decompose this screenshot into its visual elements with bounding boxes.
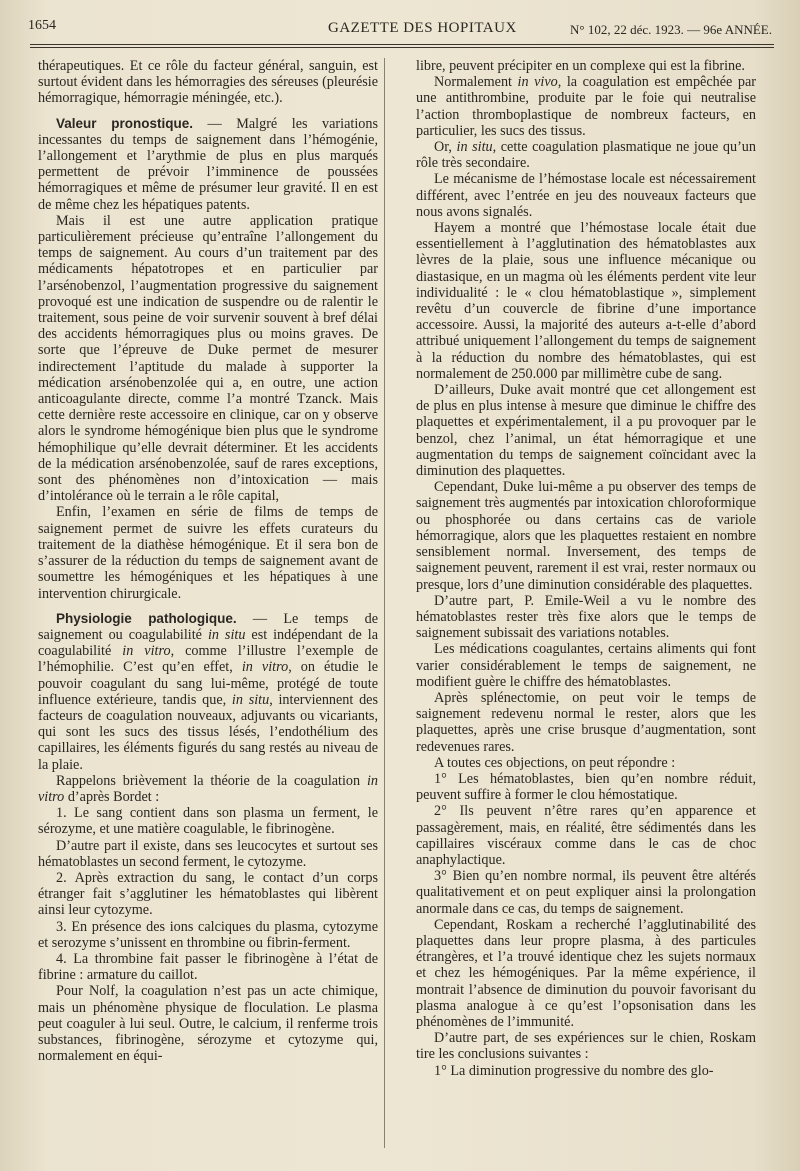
section-heading: Physiologie pathologique. bbox=[56, 610, 237, 626]
paragraph: 3. En présence des ions calciques du plasma, cytozyme et serozyme s’unissent en thrombine ou fibrin-ferment. bbox=[38, 918, 378, 951]
paragraph: 2. Après extraction du sang, le contact d’un corps étranger fait s’agglutiner les hématoblastes qui libèrent ainsi leur cytozyme. bbox=[38, 869, 378, 919]
italic-term: in situ bbox=[207, 626, 246, 643]
italic-term: in situ bbox=[456, 139, 493, 156]
paragraph-text: , comme l’illustre l’exemple de l’hémophilie. C’est qu’en effet, bbox=[38, 643, 378, 676]
paragraph: Hayem a montré que l’hémostase locale était due essentiellement à l’agglutination des hématoblastes aux lèvres de la plaie, sous une influence mécanique ou diastasique, en un magma où les éléments perdent vite leur individualité : le « clou hématoblastique », simplement revêtu d’un couvercle de fibrine d’une importance accessoire. Aussi, la majorité des auteurs a-t-elle d’abord attribué uniquement l’allongement du temps de saignement à la réduction du nombre des hématoblastes, qui est normalement de 250.000 par millimètre cube de sang. bbox=[416, 220, 756, 382]
journal-title: GAZETTE DES HOPITAUX bbox=[328, 20, 517, 36]
paragraph bbox=[38, 773, 378, 805]
paragraph: 1° La diminution progressive du nombre des glo- bbox=[434, 1062, 714, 1079]
paragraph-text: d’après Bordet : bbox=[64, 788, 160, 805]
paragraph: 4. La thrombine fait passer le fibrinogène à l’état de fibrine : armature du caillot. bbox=[38, 950, 378, 984]
paragraph: Enfin, l’examen en série de films de temps de saignement permet de suivre les effets curateurs du traitement de la diathèse hémogénique. Et il sera bon de s’assurer de la réduction du temps de saignement avant de soumettre les hémogéniques et les hépatiques à une intervention chirurgicale. bbox=[38, 504, 378, 602]
italic-term: in vitro bbox=[241, 659, 289, 676]
paragraph: 3° Bien qu’en nombre normal, ils peuvent être altérés qualitativement et on peut expliquer ainsi la prolongation anormale dans ce cas, du temps de saignement. bbox=[416, 868, 756, 917]
paragraph: Les médications coagulantes, certains aliments qui font varier considérablement le temps de saignement, ne modifient guère le chiffre des hématoblastes. bbox=[416, 641, 756, 690]
paragraph-text: Rappelons brièvement la théorie de la coagulation bbox=[56, 772, 367, 789]
section-heading: Valeur pronostique. bbox=[56, 115, 194, 131]
italic-term: in situ bbox=[231, 691, 270, 708]
paragraph: Le mécanisme de l’hémostase locale est nécessairement différent, avec l’entrée en jeu des nouveaux facteurs que nous avons signalés. bbox=[416, 171, 756, 220]
paragraph: D’autre part il existe, dans ses leucocytes et surtout ses hématoblastes un second ferment, le cytozyme. bbox=[38, 837, 378, 870]
paragraph-text: Normalement bbox=[434, 74, 518, 91]
paragraph: 1. Le sang contient dans son plasma un ferment, le sérozyme, et une matière coagulable, le fibrinogène. bbox=[38, 805, 378, 838]
paragraph: Cependant, Roskam a recherché l’agglutinabilité des plaquettes dans leur propre plasma, à des particules étrangères, et l’a trouvé identique chez les sujets normaux et chez les hémogéniques. Par la même expérience, il montrait l’absence de diminution du pouvoir favorisant du plasma analogue à ce qu’est l’opsonisation dans les phénomènes de l’immunité. bbox=[416, 916, 756, 1030]
paragraph: Mais il est une autre application pratique particulièrement précieuse qu’entraîne l’allongement du temps de saignement. Au cours d’un traitement par des médicaments hépatotropes et en particulier par l’arsénobenzol, l’augmentation progressive du saignement provoqué est une indication de suspendre ou de ralentir le traitement, sous peine de voir survenir souvent à bref délai des accidents hémorragiques plus ou moins graves. De sorte que l’épreuve de Duke permet de mesurer indirectement l’aptitude du malade à supporter la médication arsénobenzolée qui a, en outre, une action anticoagulante directe, comme l’a montré Tzanck. Mais cette dernière reste accessoire en clinique, car on y observe alors le syndrome hémogénique bien plus que le syndrome hémophilique qu’elle devrait déterminer. Et les accidents de la médication arsénobenzolée, sauf de rares exceptions, sont des phénomènes non d’intoxication — mais d’intolérance où le terrain a le rôle capital, bbox=[38, 212, 378, 505]
paragraph: D’ailleurs, Duke avait montré que cet allongement est de plus en plus intense à mesure que diminue le chiffre des plaquettes et expérimentalement, il a pu provoquer par le benzol, chez l’animal, un état hémorragique et une augmentation du temps de saignement coïncidant avec la diminution des plaquettes. bbox=[416, 382, 756, 480]
paragraph: 2° Ils peuvent n’être rares qu’en apparence et passagèrement, mais, en réalité, être sédimentés dans les capillaires viscéraux comme dans le cas de choc anaphylactique. bbox=[416, 803, 756, 868]
paragraph-text: — Malgré les variations incessantes du temps de saignement dans l’hémogénie, l’allongement et l’arythmie de plus en plus marqués permettent de prévoir l’imminence de poussées hémorragiques et même de présumer leur gravité. Il en est de même chez les hépatiques patents. bbox=[38, 115, 378, 213]
page-number: 1654 bbox=[28, 18, 56, 33]
paragraph: A toutes ces objections, on peut répondre : bbox=[434, 754, 676, 771]
issue-info: N° 102, 22 déc. 1923. — 96e ANNÉE. bbox=[570, 22, 772, 37]
paragraph-text: , la coagulation est empêchée par une antithrombine, produite par le foie qui neutralise l’action thromboplastique de nombreux facteurs, en particulier, les sucs des tissus. bbox=[416, 74, 756, 139]
paragraph-text: Or, bbox=[434, 139, 457, 156]
paragraph-text: , on étudie le pouvoir coagulant du sang lui-même, protégé de toute influence extérieure, tandis que, bbox=[38, 659, 378, 708]
paragraph: Pour Nolf, la coagulation n’est pas un acte chimique, mais un phénomène physique de floculation. Le plasma peut coaguler à lui seul. Outre, le calcium, il renferme trois substances, fibrinogène, sérozyme et cytozyme qui, normalement en équi- bbox=[38, 983, 378, 1065]
italic-term: in vivo bbox=[517, 74, 558, 91]
paragraph: thérapeutiques. Et ce rôle du facteur général, sanguin, est surtout évident dans les hémorragies des séreuses (pleurésie hémorragique, hémorragie méningée, etc.). bbox=[38, 58, 378, 107]
page-header bbox=[28, 14, 772, 40]
paragraph-text: est indépendant de la coagulabilité bbox=[38, 626, 378, 660]
paragraph: Après splénectomie, on peut voir le temps de saignement redevenu normal le rester, alors que les plaquettes, après une crise brusque d’augmentation, sont redevenues rares. bbox=[416, 689, 756, 755]
header-rule bbox=[30, 44, 774, 48]
paragraph: Cependant, Duke lui-même a pu observer des temps de saignement très augmentés par intoxication chloroformique ou phosphorée ou dans certains cas de variole hémorragique, alors que les plaquettes restaient en nombre sensiblement normal. Inversement, des temps de saignement peuvent, rarement il est vrai, rester normaux ou presque, lors d’une diminution considérable des plaquettes. bbox=[416, 479, 756, 593]
italic-term: in vitro bbox=[122, 643, 171, 660]
paragraph bbox=[416, 74, 756, 139]
paragraph: 1° Les hématoblastes, bien qu’en nombre réduit, peuvent suffire à former le clou hémostatique. bbox=[416, 770, 756, 804]
paragraph-text: — Le temps de saignement ou coagulabilité bbox=[38, 610, 378, 643]
paragraph: D’autre part, P. Emile-Weil a vu le nombre des hématoblastes rester très fixe alors que le temps de saignement subissait des variations notables. bbox=[416, 592, 756, 642]
paragraph-text: , interviennent des facteurs de coagulation nouveaux, adjuvants ou vicariants, qui sont les sucs des tissus lésés, l’endothélium des capillaires, les éléments figurés du sang restés au niveau de la plaie. bbox=[38, 691, 378, 773]
paragraph-text: , cette coagulation plasmatique ne joue qu’un rôle très secondaire. bbox=[416, 139, 756, 172]
italic-term: in vitro bbox=[38, 772, 378, 805]
left-column bbox=[38, 58, 378, 1158]
right-column bbox=[416, 58, 756, 1158]
paragraph: libre, peuvent précipiter en un complexe qui est la fibrine. bbox=[416, 58, 745, 74]
paragraph: D’autre part, de ses expériences sur le chien, Roskam tire les conclusions suivantes : bbox=[416, 1030, 756, 1063]
paragraph-valeur-pronostique bbox=[38, 116, 378, 213]
column-divider bbox=[384, 58, 385, 1148]
paragraph bbox=[416, 139, 756, 171]
paragraph-physiologie bbox=[38, 611, 378, 773]
